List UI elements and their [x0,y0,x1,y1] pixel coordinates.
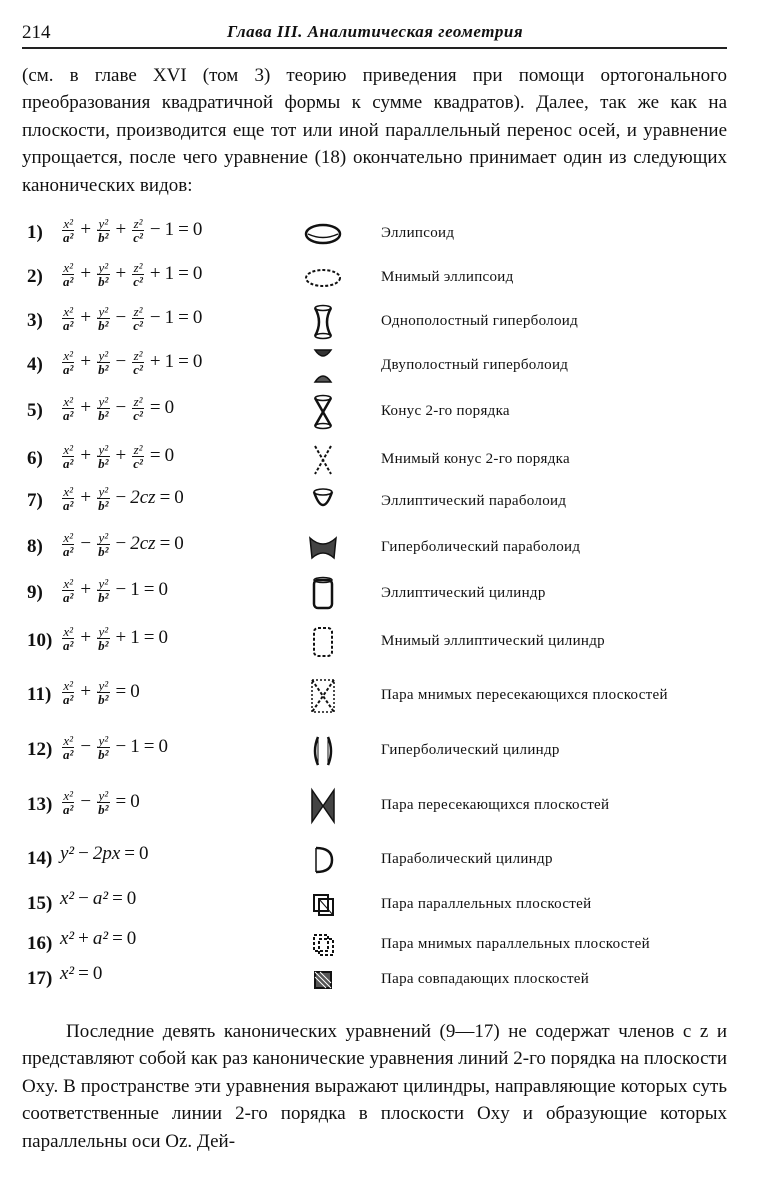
running-title: Глава III. Аналитическая геометрия [227,22,524,41]
equation-number: 15) [27,893,53,914]
list-item [0,731,771,771]
cone-icon [298,392,348,432]
equation-number: 8) [27,536,43,557]
hyperbolic-paraboloid-icon [298,528,348,568]
elliptic-cylinder-icon [298,574,348,614]
list-item [0,302,771,342]
surface-name: Эллиптический параболоид [381,493,567,509]
page-number: 214 [22,22,51,43]
list-item [0,574,771,614]
page-header [22,22,727,44]
surface-name: Пара совпадающих плоскостей [381,971,590,987]
surface-name: Пара параллельных плоскостей [381,896,592,912]
surface-name: Пара пересекающихся плоскостей [381,797,610,813]
list-item [0,258,771,298]
equation-number: 6) [27,448,43,469]
equation: $\frac{\text{x²}}{\text{a²}}$ + $\frac{\text{y²}}{\text{b²}}$ = 0 [63,678,140,707]
equation: x² − a² = 0 [60,888,137,909]
intro-paragraph: (см. в главе XVI (том 3) теорию приведения при помощи ортогонального преобразования квадратичной формы к сумме квадратов). Далее, так же как на плоскости, производится еще тот или иной параллельный перенос осей, и уравнение упрощается, после чего уравнение (18) окончательно принимает один из следующих канонических видов: [22,65,727,196]
equation-number: 12) [27,739,53,760]
equation: $\frac{\text{x²}}{\text{a²}}$ + $\frac{\text{y²}}{\text{b²}}$ + 1 = 0 [63,624,168,653]
equation: $\frac{\text{x²}}{\text{a²}}$ + $\frac{\text{y²}}{\text{b²}}$ − 1 = 0 [63,576,168,605]
equation: x² = 0 [60,963,103,984]
equation: $\frac{\text{x²}}{\text{a²}}$ + $\frac{\text{y²}}{\text{b²}}$ + $\frac{\text{z²}}{\text{c²}}$ − 1 = 0 [63,216,203,245]
equation-number: 1) [27,222,43,243]
header-rule [22,47,727,49]
equation: $\frac{\text{x²}}{\text{a²}}$ + $\frac{\text{y²}}{\text{b²}}$ − $\frac{\text{z²}}{\text{c²}}$ + 1 = 0 [63,348,203,377]
equation-number: 14) [27,848,53,869]
surface-name: Однополостный гиперболоид [381,313,579,329]
equation-number: 4) [27,354,43,375]
list-item [0,925,771,965]
surface-name: Эллипсоид [381,225,455,241]
equation: $\frac{\text{x²}}{\text{a²}}$ + $\frac{\text{y²}}{\text{b²}}$ − $\frac{\text{z²}}{\text{c²}}$ = 0 [63,394,175,423]
list-item [0,392,771,432]
equation-number: 16) [27,933,53,954]
surface-name: Мнимый эллипсоид [381,269,514,285]
hyperbolic-cylinder-icon [298,731,348,771]
surface-name: Параболический цилиндр [381,851,553,867]
equation: $\frac{\text{x²}}{\text{a²}}$ − $\frac{\text{y²}}{\text{b²}}$ − 2cz = 0 [63,530,184,559]
equation-number: 2) [27,266,43,287]
imaginary-cone-icon [298,440,348,480]
imaginary-intersecting-planes-icon [298,676,348,716]
imaginary-ellipsoid-icon [298,258,348,298]
surface-name: Мнимый конус 2-го порядка [381,451,571,467]
list-item [0,786,771,826]
equation: x² + a² = 0 [60,928,137,949]
coincident-planes-icon [298,960,348,1000]
list-item [0,622,771,662]
equation-number: 13) [27,794,53,815]
equation-number: 3) [27,310,43,331]
list-item [0,960,771,1000]
imaginary-parallel-planes-icon [298,925,348,965]
imaginary-elliptic-cylinder-icon [298,622,348,662]
surface-name: Двуполостный гиперболоид [381,357,569,373]
list-item [0,346,771,386]
list-item [0,528,771,568]
equation-number: 11) [27,684,52,705]
parabolic-cylinder-icon [298,840,348,880]
surface-name: Конус 2-го порядка [381,403,510,419]
list-item [0,885,771,925]
surface-name: Пара мнимых параллельных плоскостей [381,936,650,952]
equation-number: 5) [27,400,43,421]
list-item [0,214,771,254]
equation: $\frac{\text{x²}}{\text{a²}}$ + $\frac{\text{y²}}{\text{b²}}$ + $\frac{\text{z²}}{\text{c²}}$ + 1 = 0 [63,260,203,289]
equation: $\frac{\text{x²}}{\text{a²}}$ − $\frac{\text{y²}}{\text{b²}}$ = 0 [63,788,140,817]
equation: y² − 2px = 0 [60,843,149,864]
ellipsoid-icon [298,214,348,254]
equation: $\frac{\text{x²}}{\text{a²}}$ + $\frac{\text{y²}}{\text{b²}}$ − $\frac{\text{z²}}{\text{c²}}$ − 1 = 0 [63,304,203,333]
closing-paragraph: Последние девять канонических уравнений (9—17) не содержат членов с z и представляют собой как раз канонические уравнения линий 2-го порядка на плоскости Oxy. В пространстве эти уравнения выражают цилиндры, направляющие которых суть соответственные линии 2-го порядка в плоскости Oxy и образующие которых параллельны оси Oz. Дей- [22,1021,727,1152]
surface-name: Мнимый эллиптический цилиндр [381,633,605,649]
equation: $\frac{\text{x²}}{\text{a²}}$ + $\frac{\text{y²}}{\text{b²}}$ + $\frac{\text{z²}}{\text{c²}}$ = 0 [63,442,175,471]
two-sheet-hyperboloid-icon [298,346,348,386]
list-item [0,840,771,880]
equation-number: 9) [27,582,43,603]
surface-name: Эллиптический цилиндр [381,585,546,601]
parallel-planes-icon [298,885,348,925]
equation-number: 17) [27,968,53,989]
list-item [0,482,771,522]
surface-name: Гиперболический параболоид [381,539,581,555]
surface-name: Пара мнимых пересекающихся плоскостей [381,687,668,703]
equation-number: 10) [27,630,53,651]
equation: $\frac{\text{x²}}{\text{a²}}$ + $\frac{\text{y²}}{\text{b²}}$ − 2cz = 0 [63,484,184,513]
list-item [0,440,771,480]
surface-name: Гиперболический цилиндр [381,742,560,758]
elliptic-paraboloid-icon [298,482,348,522]
list-item [0,676,771,716]
equation-number: 7) [27,490,43,511]
intersecting-planes-icon [298,786,348,826]
equation: $\frac{\text{x²}}{\text{a²}}$ − $\frac{\text{y²}}{\text{b²}}$ − 1 = 0 [63,733,168,762]
one-sheet-hyperboloid-icon [298,302,348,342]
